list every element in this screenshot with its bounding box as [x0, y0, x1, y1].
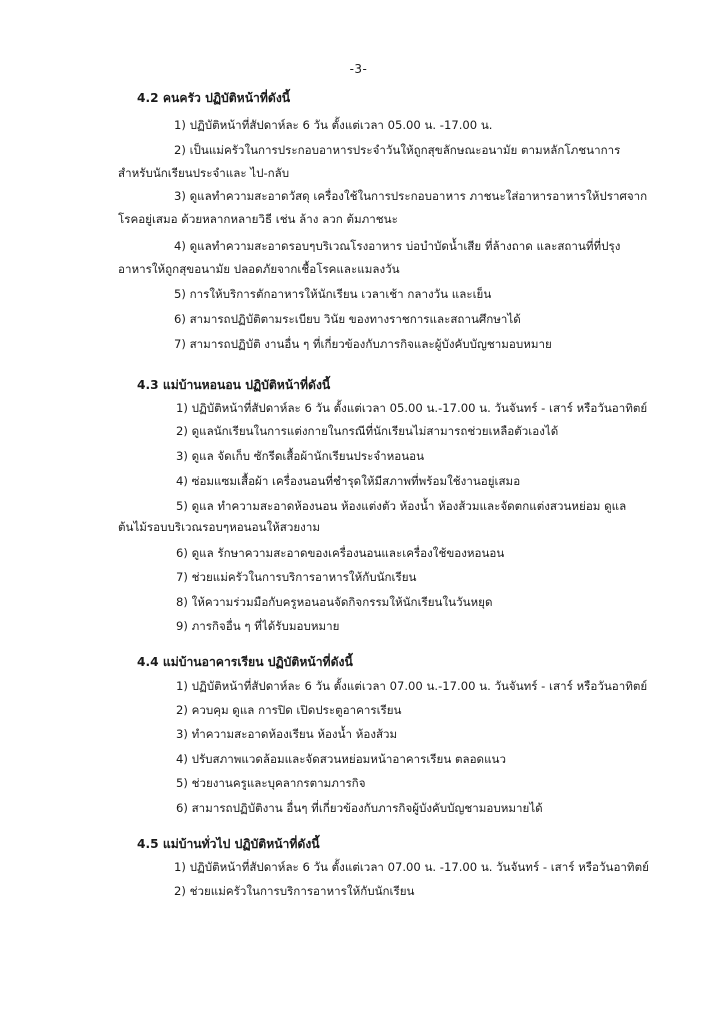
page-number: -3-	[349, 62, 368, 76]
list-item: 5) ดูแล ทำความสะอาดห้องนอน ห้องแต่งตัว ห้องน้ำ ห้องส้วมและจัดตกแต่งสวนหย่อม ดูแล	[176, 499, 627, 513]
list-item: 6) สามารถปฏิบัติตามระเบียบ วินัย ของทางราชการและสถานศึกษาได้	[174, 312, 521, 326]
list-item-continuation: อาหารให้ถูกสุขอนามัย ปลอดภัยจากเชื้อโรคและแมลงวัน	[118, 262, 400, 276]
list-item: 4) ดูแลทำความสะอาดรอบๆบริเวณโรงอาหาร บ่อบำบัดน้ำเสีย ที่ล้างถาด และสถานที่ที่ปรุง	[174, 239, 621, 253]
list-item: 1) ปฏิบัติหน้าที่สัปดาห์ละ 6 วัน ตั้งแต่เวลา 07.00 น.-17.00 น. วันจันทร์ - เสาร์ หรือวันอาทิตย์	[176, 679, 648, 693]
list-item: 3) ดูแล จัดเก็บ ซักรีดเสื้อผ้านักเรียนประจำหอนอน	[176, 449, 425, 463]
section-heading-4-5: 4.5 แม่บ้านทั่วไป ปฏิบัติหน้าที่ดังนี้	[137, 837, 320, 851]
list-item-continuation: สำหรับนักเรียนประจำและ ไป-กลับ	[118, 166, 290, 180]
list-item: 5) การให้บริการตักอาหารให้นักเรียน เวลาเช้า กลางวัน และเย็น	[174, 287, 492, 301]
list-item: 2) เป็นแม่ครัวในการประกอบอาหารประจำวันให้ถูกสุขลักษณะอนามัย ตามหลักโภชนาการ	[174, 143, 621, 157]
list-item: 1) ปฏิบัติหน้าที่สัปดาห์ละ 6 วัน ตั้งแต่เวลา 05.00 น. -17.00 น.	[174, 118, 493, 132]
list-item: 5) ช่วยงานครูและบุคลากรตามภารกิจ	[176, 776, 366, 790]
list-item: 3) ทำความสะอาดห้องเรียน ห้องน้ำ ห้องส้วม	[176, 727, 398, 741]
list-item: 7) ช่วยแม่ครัวในการบริการอาหารให้กับนักเรียน	[176, 570, 417, 584]
list-item: 7) สามารถปฏิบัติ งานอื่น ๆ ที่เกี่ยวข้องกับภารกิจและผู้บังคับบัญชามอบหมาย	[174, 337, 552, 351]
list-item: 2) ช่วยแม่ครัวในการบริการอาหารให้กับนักเรียน	[174, 884, 415, 898]
list-item-continuation: ต้นไม้รอบบริเวณรอบๆหอนอนให้สวยงาม	[118, 520, 320, 534]
list-item: 4) ซ่อมแซมเสื้อผ้า เครื่องนอนที่ชำรุดให้มีสภาพที่พร้อมใช้งานอยู่เสมอ	[176, 474, 521, 488]
list-item: 6) สามารถปฏิบัติงาน อื่นๆ ที่เกี่ยวข้องกับภารกิจผู้บังคับบัญชามอบหมายได้	[176, 801, 543, 815]
section-heading-4-2: 4.2 คนครัว ปฏิบัติหน้าที่ดังนี้	[137, 91, 291, 105]
list-item-continuation: โรคอยู่เสมอ ด้วยหลากหลายวิธี เช่น ล้าง ลวก ต้มภาชนะ	[118, 212, 398, 226]
list-item: 8) ให้ความร่วมมือกับครูหอนอนจัดกิจกรรมให้นักเรียนในวันหยุด	[176, 595, 493, 609]
list-item: 4) ปรับสภาพแวดล้อมและจัดสวนหย่อมหน้าอาคารเรียน ตลอดแนว	[176, 752, 506, 766]
list-item: 6) ดูแล รักษาความสะอาดของเครื่องนอนและเครื่องใช้ของหอนอน	[176, 546, 505, 560]
section-heading-4-3: 4.3 แม่บ้านหอนอน ปฏิบัติหน้าที่ดังนี้	[137, 378, 331, 392]
section-heading-4-4: 4.4 แม่บ้านอาคารเรียน ปฏิบัติหน้าที่ดังนี้	[137, 655, 353, 669]
list-item: 1) ปฏิบัติหน้าที่สัปดาห์ละ 6 วัน ตั้งแต่เวลา 05.00 น.-17.00 น. วันจันทร์ - เสาร์ หรือวันอาทิตย์	[176, 401, 648, 415]
list-item: 3) ดูแลทำความสะอาดวัสดุ เครื่องใช้ในการประกอบอาหาร ภาชนะใส่อาหารอาหารให้ปราศจาก	[174, 189, 648, 203]
list-item: 2) ควบคุม ดูแล การปิด เปิดประตูอาคารเรียน	[176, 703, 402, 717]
list-item: 9) ภารกิจอื่น ๆ ที่ได้รับมอบหมาย	[176, 619, 340, 633]
list-item: 1) ปฏิบัติหน้าที่สัปดาห์ละ 6 วัน ตั้งแต่เวลา 07.00 น. -17.00 น. วันจันทร์ - เสาร์ หรือวันอาทิตย์	[174, 860, 649, 874]
list-item: 2) ดูแลนักเรียนในการแต่งกายในกรณีที่นักเรียนไม่สามารถช่วยเหลือตัวเองได้	[176, 424, 559, 438]
